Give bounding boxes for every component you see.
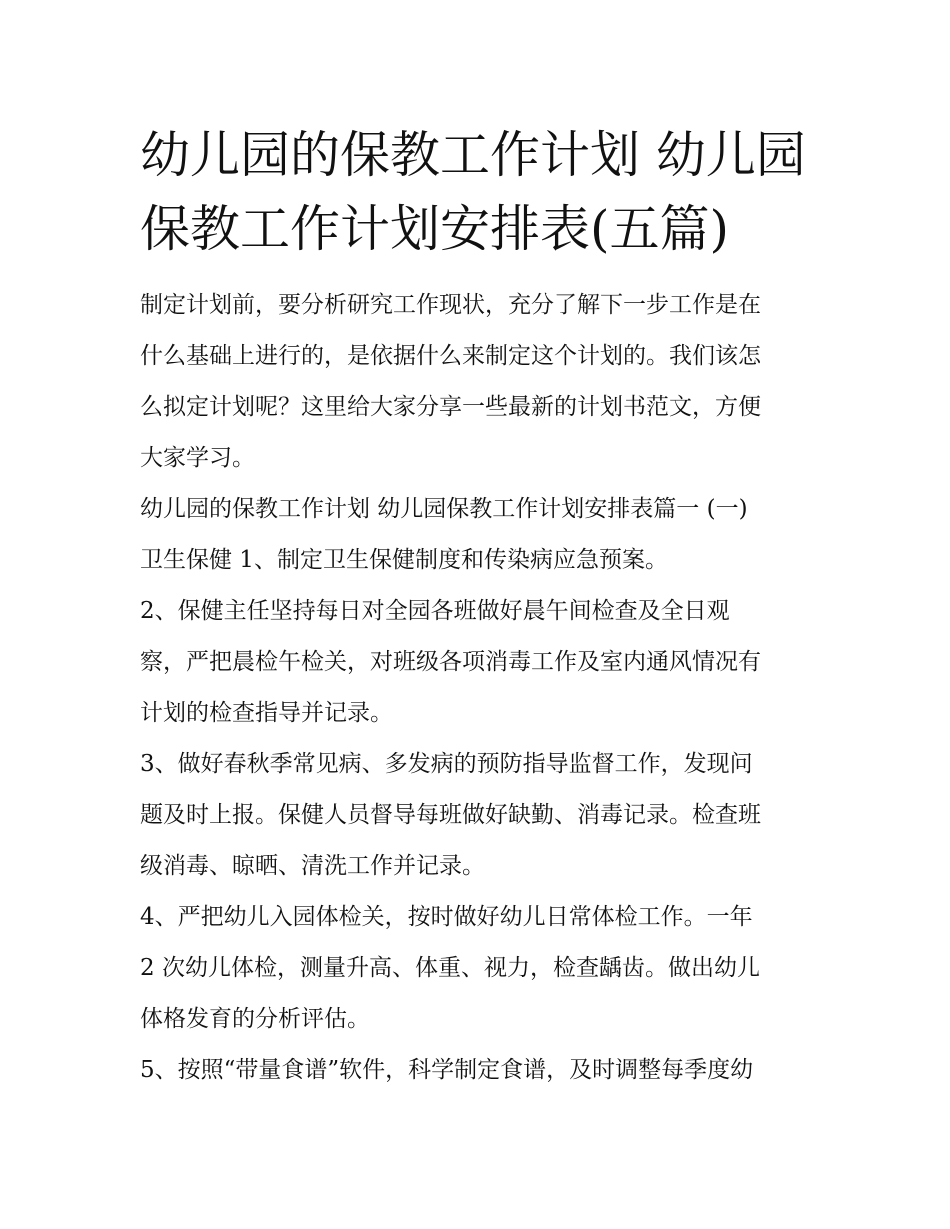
item-2-line: 察，严把晨检午检关，对班级各项消毒工作及室内通风情况有 — [140, 649, 761, 675]
item-2-line: 2、保健主任坚持每日对全园各班做好晨午间检查及全日观 — [140, 598, 730, 624]
item-1-line: 卫生保健 1、制定卫生保健制度和传染病应急预案。 — [140, 547, 668, 573]
document-title — [140, 118, 820, 266]
item-4-line: 4、严把幼儿入园体检关，按时做好幼儿日常体检工作。一年 — [140, 904, 753, 930]
document-body — [140, 280, 830, 1096]
item-3-line: 题及时上报。保健人员督导每班做好缺勤、消毒记录。检查班 — [140, 802, 761, 828]
item-3-line: 3、做好春秋季常见病、多发病的预防指导监督工作，发现问 — [140, 751, 753, 777]
item-3-line: 级消毒、晾晒、清洗工作并记录。 — [140, 853, 485, 879]
intro-line: 制定计划前，要分析研究工作现状，充分了解下一步工作是在 — [140, 292, 761, 318]
intro-line: 大家学习。 — [140, 445, 255, 471]
item-4-line: 2 次幼儿体检，测量升高、体重、视力，检查龋齿。做出幼儿 — [140, 955, 760, 981]
section-heading-line: 幼儿园的保教工作计划 幼儿园保教工作计划安排表篇一 (一) — [140, 496, 748, 522]
item-2-line: 计划的检查指导并记录。 — [140, 700, 393, 726]
item-5-line: 5、按照“带量食谱”软件，科学制定食谱，及时调整每季度幼 — [140, 1057, 754, 1083]
title-line: 幼儿园的保教工作计划 幼儿园 — [140, 126, 806, 184]
item-4-line: 体格发育的分析评估。 — [140, 1006, 370, 1032]
intro-line: 什么基础上进行的，是依据什么来制定这个计划的。我们该怎 — [140, 343, 761, 369]
title-line: 保教工作计划安排表(五篇) — [140, 200, 730, 258]
intro-line: 么拟定计划呢？这里给大家分享一些最新的计划书范文，方便 — [140, 394, 761, 420]
